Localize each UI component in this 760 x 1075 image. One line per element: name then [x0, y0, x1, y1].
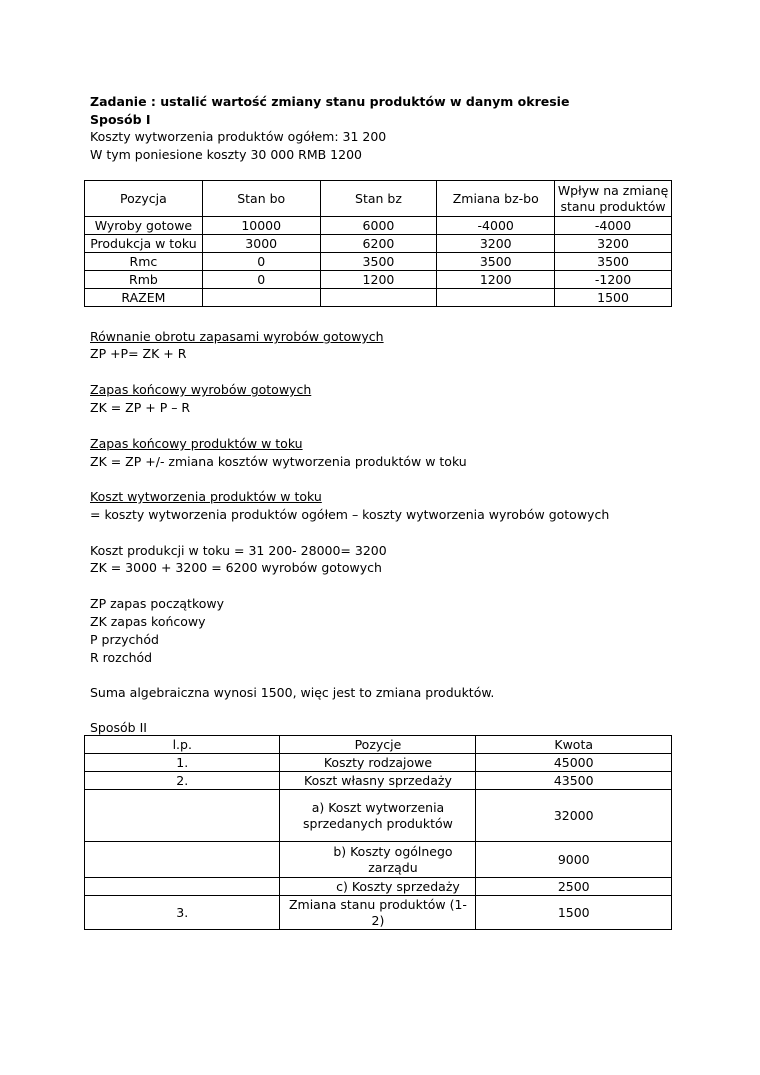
- eq2-heading: Zapas końcowy wyrobów gotowych: [90, 382, 312, 397]
- method2-heading: Sposób II: [90, 720, 147, 735]
- table-cell: [280, 842, 476, 878]
- header-cell: Pozycje: [280, 736, 476, 754]
- table-inventory-change: [84, 180, 672, 307]
- table-cell: 0: [202, 253, 320, 271]
- table-cell: 2500: [476, 878, 672, 896]
- table-row: [85, 235, 672, 253]
- eq1: ZP +P= ZK + R: [90, 346, 187, 361]
- legend-item: ZP zapas początkowy: [90, 596, 225, 611]
- header-cell: Wpływ na zmianę stanu produktów: [555, 181, 672, 217]
- table-cell: 2.: [85, 772, 280, 790]
- header-cell: Pozycja: [85, 181, 203, 217]
- table-cell: -1200: [555, 271, 672, 289]
- table-cell: 1.: [85, 754, 280, 772]
- table-row: [85, 253, 672, 271]
- table-cell: 3500: [555, 253, 672, 271]
- table-cell: Wyroby gotowe: [85, 217, 203, 235]
- table-header-row: [85, 181, 672, 217]
- eq4: = koszty wytworzenia produktów ogółem – koszty wytworzenia wyrobów gotowych: [90, 507, 610, 522]
- table-cell: Rmb: [85, 271, 203, 289]
- table-cell: 1500: [555, 289, 672, 307]
- table-row: [85, 790, 672, 842]
- table-cell: 3500: [437, 253, 555, 271]
- table-row: [85, 896, 672, 930]
- table-cell: Koszt własny sprzedaży: [280, 772, 476, 790]
- table-cell: 3200: [555, 235, 672, 253]
- table-cell: [280, 878, 476, 896]
- table-cell: 0: [202, 271, 320, 289]
- table-cell: -4000: [437, 217, 555, 235]
- table-cell: [85, 842, 280, 878]
- table-cell: Koszty rodzajowe: [280, 754, 476, 772]
- cost-incurred-line: W tym poniesione koszty 30 000 RMB 1200: [90, 147, 362, 162]
- table-cell: 3000: [202, 235, 320, 253]
- table-cell-text: b) Koszty ogólnego zarządu: [333, 843, 453, 875]
- table-cell: 43500: [476, 772, 672, 790]
- table-cell: RAZEM: [85, 289, 203, 307]
- header-cell: Stan bo: [202, 181, 320, 217]
- table-cell: 45000: [476, 754, 672, 772]
- eq2: ZK = ZP + P – R: [90, 400, 191, 415]
- table-cell: 6000: [320, 217, 437, 235]
- calc1: Koszt produkcji w toku = 31 200- 28000= 3200: [90, 543, 387, 558]
- eq3-heading: Zapas końcowy produktów w toku: [90, 436, 303, 451]
- table-cell: [85, 878, 280, 896]
- table-cell: [280, 896, 476, 930]
- table-cell: 1500: [476, 896, 672, 930]
- table-cost-method2: [84, 735, 672, 930]
- table-row: [85, 271, 672, 289]
- table-cell-text: Zmiana stanu produktów (1-2): [288, 896, 467, 928]
- table-cell: [202, 289, 320, 307]
- eq4-heading: Koszt wytworzenia produktów w toku: [90, 489, 322, 504]
- table-cell-text: c) Koszty sprzedaży: [336, 878, 460, 894]
- table-cell-text: a) Koszt wytworzenia sprzedanych produktów: [303, 799, 453, 831]
- header-cell: Stan bz: [320, 181, 437, 217]
- summary: Suma algebraiczna wynosi 1500, więc jest to zmiana produktów.: [90, 685, 495, 700]
- table-total-row: [85, 289, 672, 307]
- method1-heading: Sposób I: [90, 112, 151, 127]
- table-cell: -4000: [555, 217, 672, 235]
- calc2: ZK = 3000 + 3200 = 6200 wyrobów gotowych: [90, 560, 382, 575]
- table-row: [85, 772, 672, 790]
- header-cell: l.p.: [85, 736, 280, 754]
- header-cell: Zmiana bz-bo: [437, 181, 555, 217]
- table-row: [85, 842, 672, 878]
- table-cell: 3500: [320, 253, 437, 271]
- table-cell: Rmc: [85, 253, 203, 271]
- table-cell: 10000: [202, 217, 320, 235]
- eq1-heading: Równanie obrotu zapasami wyrobów gotowych: [90, 329, 384, 344]
- eq3: ZK = ZP +/- zmiana kosztów wytworzenia produktów w toku: [90, 454, 467, 469]
- table-cell: 9000: [476, 842, 672, 878]
- header-cell: Kwota: [476, 736, 672, 754]
- table-cell: 1200: [437, 271, 555, 289]
- table-cell: [85, 790, 280, 842]
- table-cell: Produkcja w toku: [85, 235, 203, 253]
- legend-item: R rozchód: [90, 650, 153, 665]
- task-title: Zadanie : ustalić wartość zmiany stanu produktów w danym okresie: [90, 94, 570, 109]
- table-cell: [437, 289, 555, 307]
- table-row: [85, 217, 672, 235]
- legend-item: P przychód: [90, 632, 159, 647]
- table-header-row: [85, 736, 672, 754]
- table-cell: [320, 289, 437, 307]
- table-row: [85, 878, 672, 896]
- table-cell: 32000: [476, 790, 672, 842]
- cost-total-line: Koszty wytworzenia produktów ogółem: 31 200: [90, 129, 387, 144]
- table-cell: 1200: [320, 271, 437, 289]
- legend-item: ZK zapas końcowy: [90, 614, 206, 629]
- table-cell: 3.: [85, 896, 280, 930]
- table-cell: [280, 790, 476, 842]
- table-row: [85, 754, 672, 772]
- table-cell: 6200: [320, 235, 437, 253]
- table-cell: 3200: [437, 235, 555, 253]
